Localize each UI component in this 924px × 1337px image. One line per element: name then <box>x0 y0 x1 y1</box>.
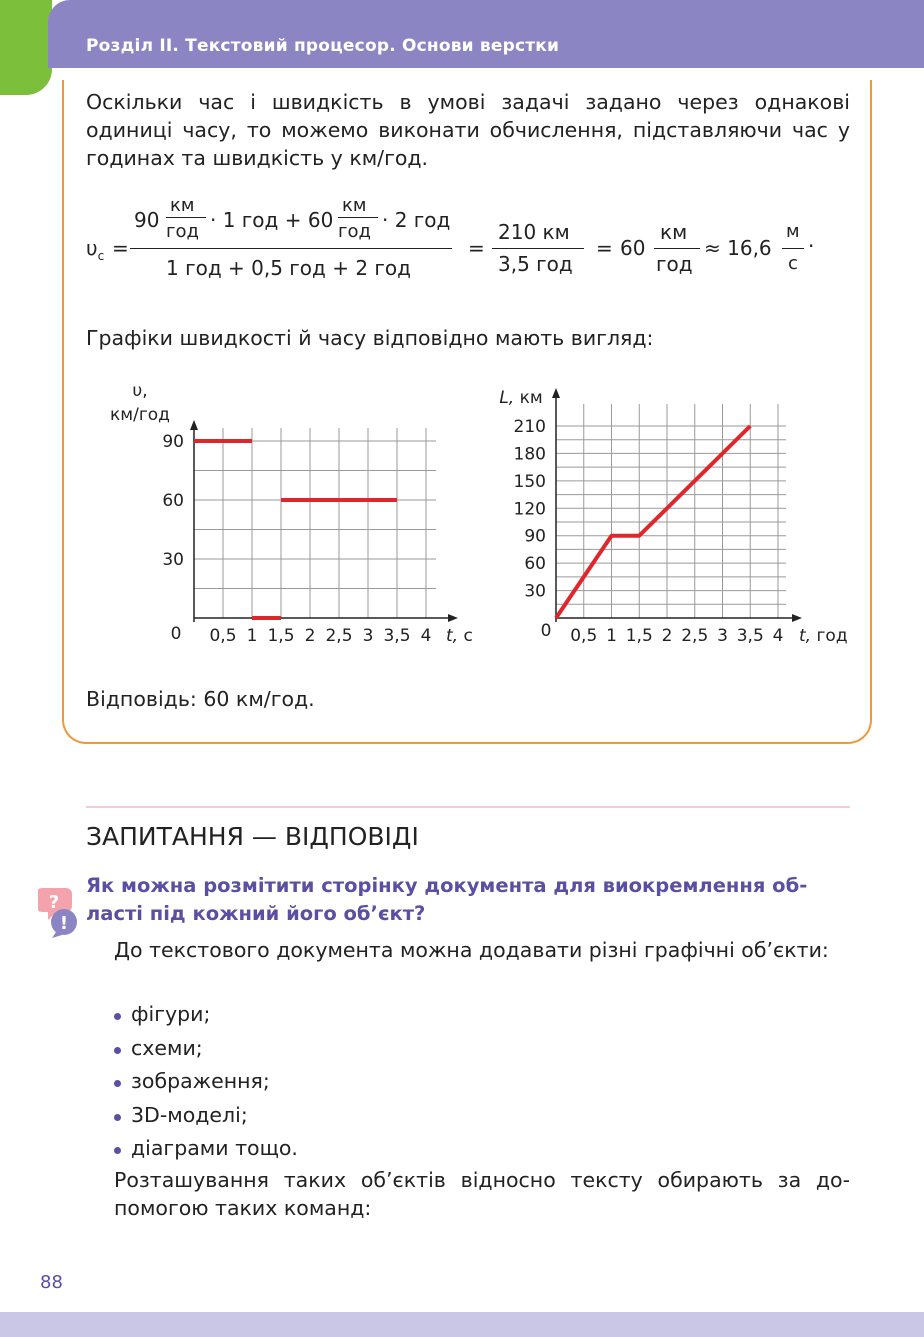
y-tick-label: 60 <box>162 491 184 511</box>
svg-text:?: ? <box>48 892 60 913</box>
x-axis-arrow <box>448 614 458 622</box>
formula-main-fraction-bar <box>130 248 452 249</box>
formula-denominator: 1 год + 0,5 год + 2 год <box>166 256 411 280</box>
question-line-2: ласті під кожний його об’єкт? <box>86 902 426 925</box>
formula-approx: ≈ 16,6 <box>704 236 772 260</box>
origin-label: 0 <box>170 624 182 644</box>
answer-intro: До текстового документа можна додавати різні графічні об’єкти: <box>114 938 829 962</box>
formula-mult-2god: · 2 год <box>382 208 451 232</box>
formula-unit-fraction-3 <box>654 248 700 249</box>
y-tick-label: 60 <box>524 554 546 575</box>
y-tick-label: 90 <box>162 432 184 452</box>
x-tick-label: 1,5 <box>625 626 653 646</box>
formula-eq-1: = <box>112 236 129 260</box>
x-tick-label: 2 <box>304 626 316 646</box>
bullet-dot <box>114 1013 121 1020</box>
formula-unit-fraction-4 <box>782 248 804 249</box>
x-tick-label: 3 <box>717 626 728 646</box>
formula-unit-km-2: км <box>342 195 367 216</box>
header-green-tab <box>0 0 52 95</box>
header-bar <box>48 0 924 68</box>
x-tick-label: 0,5 <box>570 626 598 646</box>
formula-frac2-den: 3,5 год <box>498 252 573 276</box>
distance-chart <box>486 378 858 650</box>
list-item: зображення; <box>114 1065 298 1099</box>
x-tick-label: 3,5 <box>736 626 764 646</box>
answer-outro: Розташування таких об’єктів відносно тексту обирають за до-помогою таких команд: <box>114 1168 850 1220</box>
formula-unit-s: с <box>788 253 798 274</box>
object-list <box>114 998 298 1166</box>
x-tick-label: 1 <box>246 626 258 646</box>
formula-num-90: 90 <box>134 208 160 232</box>
x-tick-label: 1,5 <box>267 626 295 646</box>
question-line-1: Як можна розмітити сторінку документа для виокремлення об- <box>86 874 808 897</box>
y-tick-label: 180 <box>513 444 546 465</box>
footer-bar <box>0 1312 924 1337</box>
y-tick-label: 30 <box>524 581 546 602</box>
bullet-dot <box>114 1047 121 1054</box>
formula-unit-km-1: км <box>170 195 195 216</box>
formula-unit-god-1: год <box>166 221 199 242</box>
y-axis-arrow <box>190 420 198 430</box>
list-item: фігури; <box>114 998 298 1032</box>
y-axis-arrow <box>552 388 560 398</box>
y-tick-label: 30 <box>162 550 184 570</box>
page-number: 88 <box>40 1272 63 1293</box>
formula-frac2-num: 210 км <box>498 220 570 244</box>
question-answer-icon <box>38 884 82 938</box>
x-axis-label: t, год <box>799 626 848 646</box>
header-title: Розділ ІІ. Текстовий процесор. Основи верстки <box>86 36 560 56</box>
bullet-dot <box>114 1114 121 1121</box>
intro-paragraph: Оскільки час і швидкість в умові задачі задано через однакові одиниці часу, то можемо виконати обчислення, підставляючи час у годинах та швидкість у км/год. <box>86 90 850 170</box>
formula-final-dot: · <box>808 234 815 258</box>
x-tick-label: 3,5 <box>383 626 411 646</box>
y-tick-label: 90 <box>524 526 546 547</box>
formula-unit-god-2: год <box>338 221 371 242</box>
formula-unit-fraction-2 <box>338 217 378 218</box>
origin-label: 0 <box>540 621 552 641</box>
section-divider <box>86 806 850 808</box>
x-tick-label: 2,5 <box>325 626 353 646</box>
formula-unit-km-3: км <box>660 220 688 244</box>
svg-text:!: ! <box>59 913 69 934</box>
formula-mult-1god-plus-60: · 1 год + 60 <box>210 208 334 232</box>
y-tick-label: 150 <box>513 471 546 492</box>
x-tick-label: 0,5 <box>209 626 237 646</box>
y-axis-label-unit: км/год <box>110 405 170 425</box>
question-text <box>86 872 850 928</box>
y-tick-label: 120 <box>513 499 546 520</box>
list-item: діаграми тощо. <box>114 1132 298 1166</box>
x-axis-label: t, с <box>446 626 473 646</box>
bullet-dot <box>114 1147 121 1154</box>
speed-formula <box>86 190 826 290</box>
y-tick-label: 210 <box>513 417 546 437</box>
x-tick-label: 2 <box>661 626 673 646</box>
x-tick-label: 4 <box>420 626 432 646</box>
section-title: ЗАПИТАННЯ — ВІДПОВІДІ <box>86 822 419 851</box>
answer-text: Відповідь: 60 км/год. <box>86 687 315 711</box>
formula-lhs: $\upsilon_с$ <box>86 236 105 263</box>
x-tick-label: 1 <box>606 626 617 646</box>
y-axis-label: L, км <box>499 388 543 408</box>
formula-unit-fraction-1 <box>166 217 206 218</box>
bullet-dot <box>114 1080 121 1087</box>
formula-frac2-bar <box>492 248 584 249</box>
x-axis-arrow <box>792 614 802 622</box>
x-tick-label: 2,5 <box>681 626 709 646</box>
list-item: схеми; <box>114 1032 298 1066</box>
formula-unit-god-3: год <box>656 252 693 276</box>
formula-eq-2: = <box>468 236 485 260</box>
graphs-intro: Графіки швидкості й часу відповідно мають вигляд: <box>86 326 654 350</box>
formula-unit-m: м <box>786 221 800 242</box>
y-axis-label-symbol: υ, <box>132 381 148 401</box>
formula-eq-3: = <box>596 236 613 260</box>
list-item: 3D-моделі; <box>114 1099 298 1133</box>
x-tick-label: 4 <box>772 626 784 646</box>
x-tick-label: 3 <box>362 626 374 646</box>
speed-chart <box>96 378 480 650</box>
formula-val-60: 60 <box>620 236 646 260</box>
